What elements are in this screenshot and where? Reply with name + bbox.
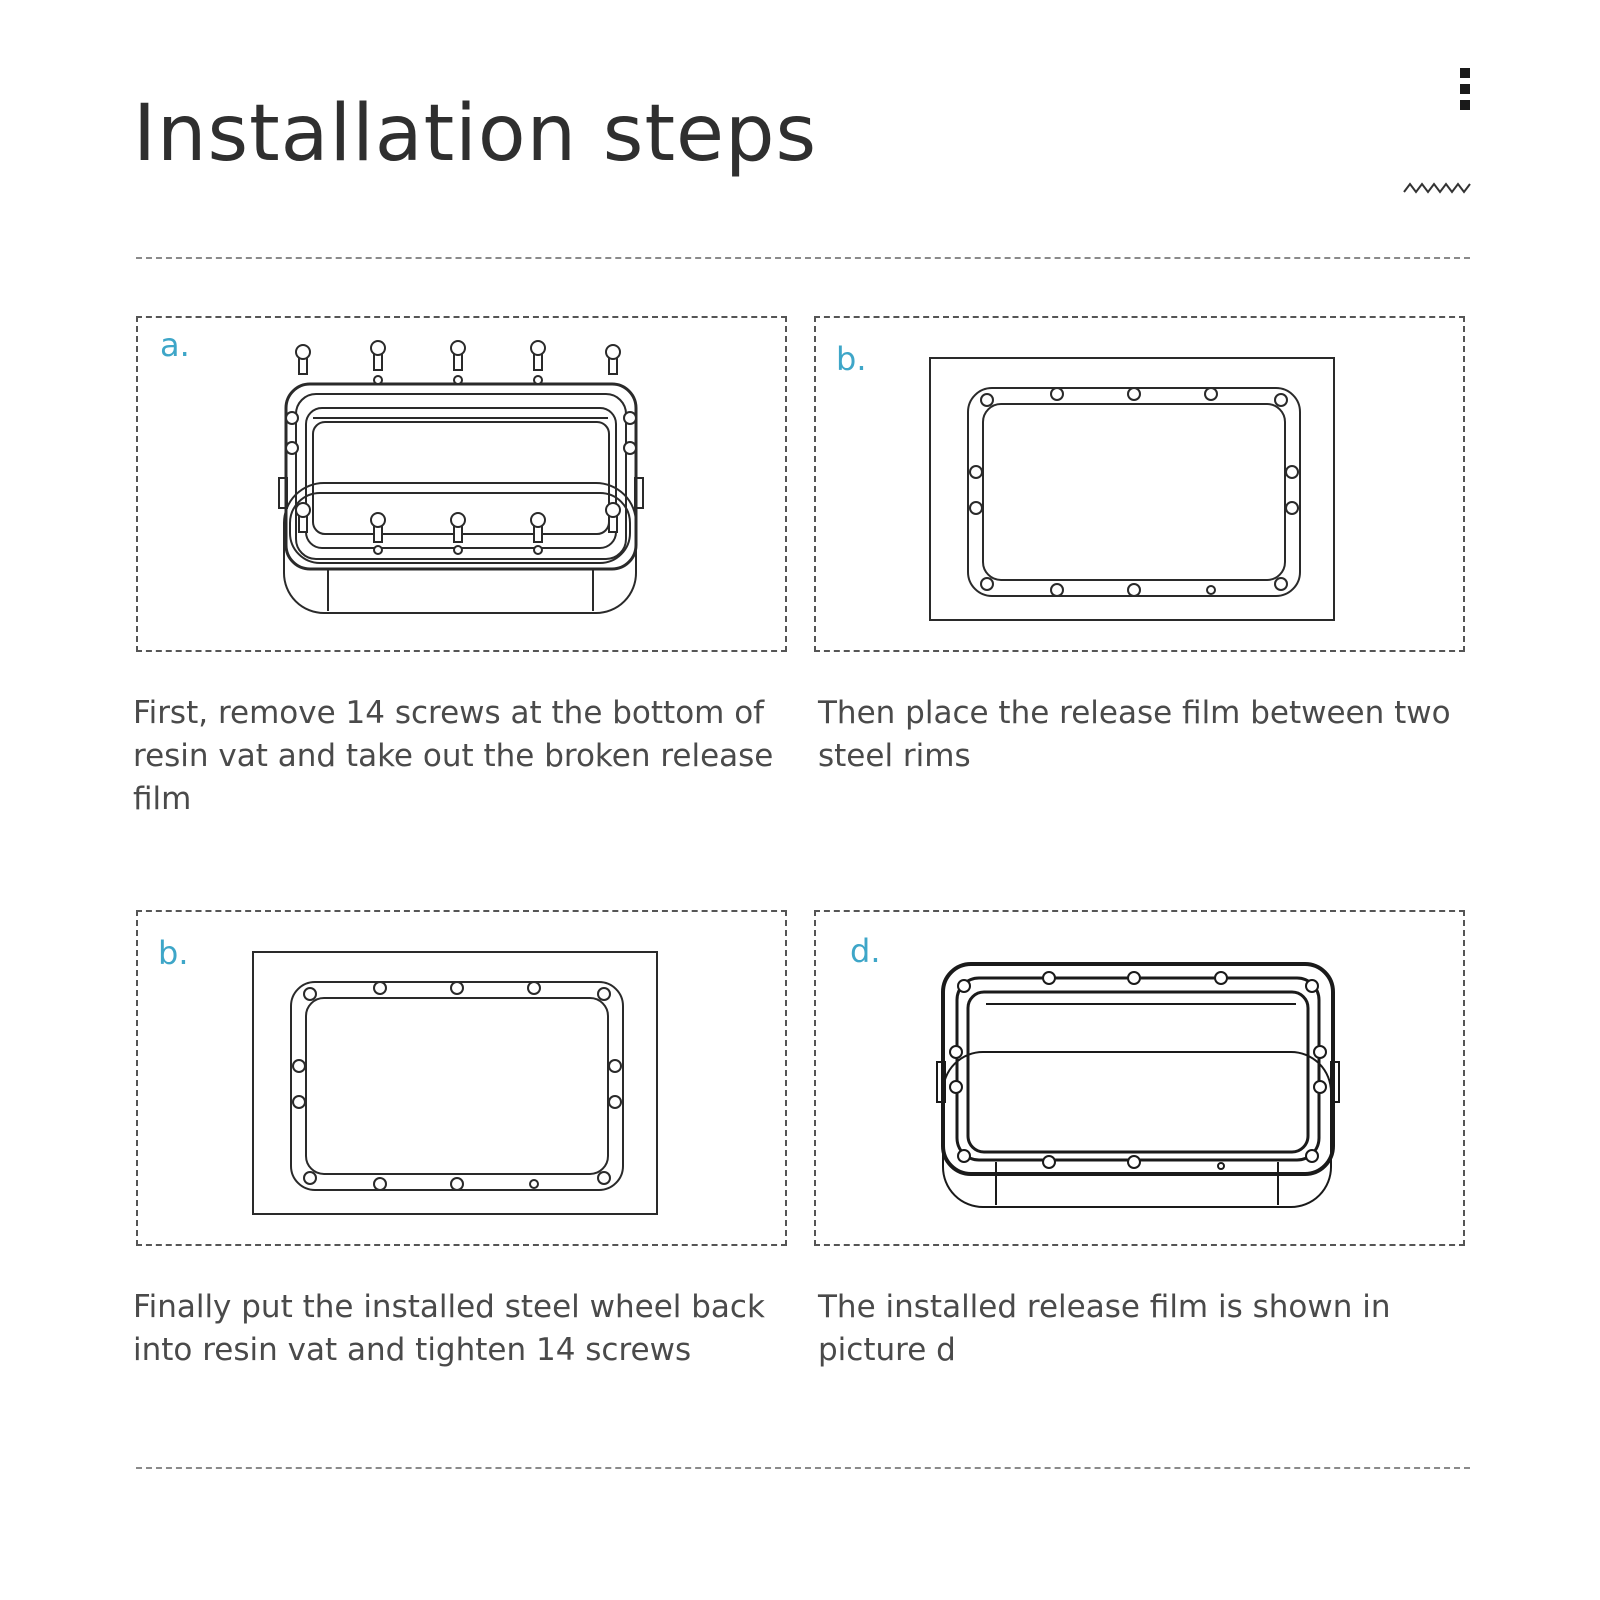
- panel-a-caption: First, remove 14 screws at the bottom of resin vat and take out the broken release film: [133, 695, 774, 817]
- panel-b-caption: Then place the release film between two steel rims: [818, 695, 1451, 774]
- panel-b-label: b.: [836, 340, 867, 378]
- panel-d-caption: The installed release film is shown in picture d: [818, 1289, 1391, 1368]
- panel-d-label: d.: [850, 932, 881, 970]
- release-film-rims-diagram: [816, 318, 1467, 654]
- zigzag-decoration-icon: [1402, 180, 1474, 194]
- panel-d: [814, 910, 1465, 1246]
- top-divider: [136, 257, 1470, 259]
- panel-c-caption: Finally put the installed steel wheel back into resin vat and tighten 14 screws: [133, 1289, 765, 1368]
- resin-vat-exploded-diagram: [138, 318, 789, 654]
- panel-a: [136, 316, 787, 652]
- panel-b: [814, 316, 1465, 652]
- page-title: Installation steps: [133, 89, 818, 179]
- panel-c-label: b.: [158, 934, 189, 972]
- installed-film-diagram: [816, 912, 1467, 1248]
- panel-a-label: a.: [160, 326, 190, 364]
- panel-c: [136, 910, 787, 1246]
- steel-wheel-diagram: [138, 912, 789, 1248]
- bottom-divider: [136, 1467, 1470, 1469]
- menu-dots-icon: [1460, 68, 1472, 116]
